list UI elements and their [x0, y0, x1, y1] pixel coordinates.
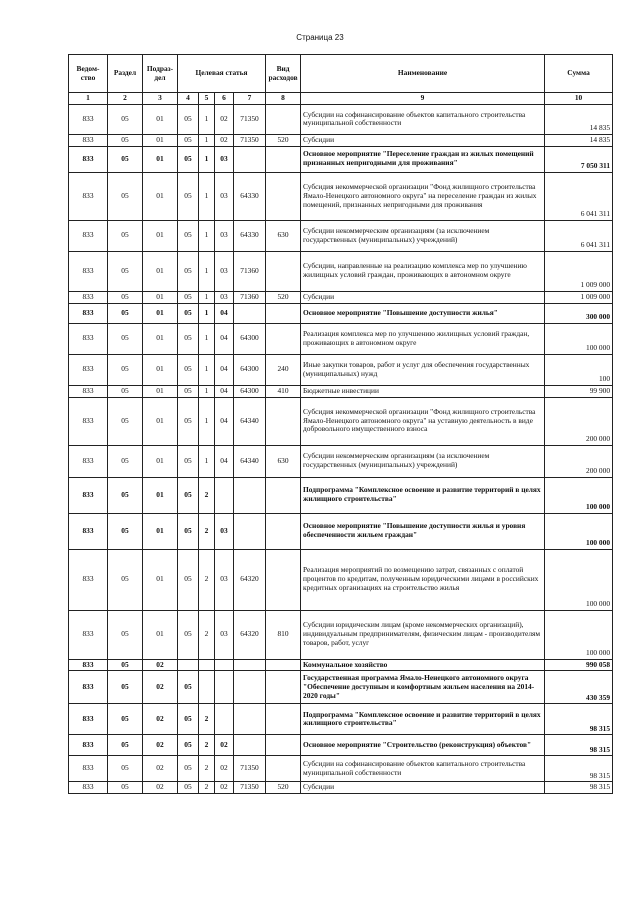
summa-cell: 200 000 [545, 445, 613, 477]
celevaya-1-cell: 05 [178, 323, 199, 354]
celevaya-2-cell: 1 [199, 397, 215, 445]
podrazdel-cell: 01 [143, 445, 178, 477]
razdel-cell: 05 [108, 303, 143, 323]
celevaya-2-cell: 1 [199, 251, 215, 291]
table-row [69, 704, 613, 735]
celevaya-2-cell: 1 [199, 104, 215, 134]
celevaya-4-cell [234, 303, 266, 323]
celevaya-4-cell: 64330 [234, 220, 266, 251]
table-row [69, 659, 613, 671]
razdel-cell: 05 [108, 291, 143, 303]
celevaya-1-cell [178, 659, 199, 671]
celevaya-3-cell: 03 [215, 291, 234, 303]
celevaya-1-cell: 05 [178, 385, 199, 397]
vid-rashodov-cell [266, 756, 301, 782]
column-index-cell: 5 [199, 93, 215, 105]
podrazdel-cell: 02 [143, 704, 178, 735]
summa-cell: 1 009 000 [545, 251, 613, 291]
razdel-cell: 05 [108, 323, 143, 354]
podrazdel-cell: 02 [143, 756, 178, 782]
celevaya-2-cell: 1 [199, 354, 215, 385]
summa-cell: 98 315 [545, 782, 613, 794]
header-summa: Сумма [545, 55, 613, 93]
celevaya-2-cell: 1 [199, 323, 215, 354]
table-row [69, 291, 613, 303]
vid-rashodov-cell: 240 [266, 354, 301, 385]
vedomstvo-cell: 833 [69, 134, 108, 146]
celevaya-3-cell: 03 [215, 220, 234, 251]
podrazdel-cell: 01 [143, 513, 178, 549]
celevaya-1-cell: 05 [178, 303, 199, 323]
celevaya-2-cell: 2 [199, 704, 215, 735]
celevaya-4-cell [234, 671, 266, 704]
celevaya-1-cell: 05 [178, 291, 199, 303]
vedomstvo-cell: 833 [69, 735, 108, 756]
razdel-cell: 05 [108, 445, 143, 477]
table-row [69, 397, 613, 445]
celevaya-4-cell: 64300 [234, 385, 266, 397]
naimenovanie-cell: Коммунальное хозяйство [301, 659, 545, 671]
razdel-cell: 05 [108, 549, 143, 610]
celevaya-3-cell: 02 [215, 735, 234, 756]
naimenovanie-cell: Субсидии на софинансирование объектов капитального строительства муниципальной собственности [301, 104, 545, 134]
celevaya-3-cell: 02 [215, 782, 234, 794]
naimenovanie-cell: Основное мероприятие "Строительство (реконструкция) объектов" [301, 735, 545, 756]
celevaya-1-cell: 05 [178, 704, 199, 735]
vid-rashodov-cell: 410 [266, 385, 301, 397]
vid-rashodov-cell [266, 303, 301, 323]
razdel-cell: 05 [108, 671, 143, 704]
table-row [69, 610, 613, 659]
razdel-cell: 05 [108, 659, 143, 671]
celevaya-4-cell: 64320 [234, 549, 266, 610]
podrazdel-cell: 01 [143, 385, 178, 397]
summa-cell: 200 000 [545, 397, 613, 445]
celevaya-4-cell: 71350 [234, 134, 266, 146]
table-row [69, 220, 613, 251]
summa-cell: 100 000 [545, 610, 613, 659]
celevaya-4-cell [234, 146, 266, 172]
vedomstvo-cell: 833 [69, 704, 108, 735]
celevaya-3-cell [215, 671, 234, 704]
summa-cell: 100 000 [545, 513, 613, 549]
celevaya-1-cell: 05 [178, 445, 199, 477]
vedomstvo-cell: 833 [69, 659, 108, 671]
celevaya-2-cell: 1 [199, 385, 215, 397]
razdel-cell: 05 [108, 610, 143, 659]
celevaya-3-cell: 03 [215, 549, 234, 610]
table-row [69, 735, 613, 756]
celevaya-4-cell: 64330 [234, 172, 266, 220]
celevaya-2-cell: 1 [199, 291, 215, 303]
summa-cell: 100 [545, 354, 613, 385]
celevaya-2-cell: 2 [199, 477, 215, 513]
razdel-cell: 05 [108, 385, 143, 397]
naimenovanie-cell: Субсидия некоммерческой организации "Фонд жилищного строительства Ямало-Ненецкого автономного округа" на переселение граждан из жилых помещений, признанных непригодными для проживания [301, 172, 545, 220]
summa-cell: 14 835 [545, 104, 613, 134]
podrazdel-cell: 01 [143, 251, 178, 291]
table-row [69, 549, 613, 610]
naimenovanie-cell: Подпрограмма "Комплексное освоение и развитие территорий в целях жилищного строительства" [301, 477, 545, 513]
vid-rashodov-cell [266, 146, 301, 172]
razdel-cell: 05 [108, 477, 143, 513]
celevaya-2-cell: 1 [199, 445, 215, 477]
naimenovanie-cell: Государственная программа Ямало-Ненецкого автономного округа "Обеспечение доступным и комфортным жильем населения на 2014-2020 годы" [301, 671, 545, 704]
column-index-cell: 8 [266, 93, 301, 105]
table-row [69, 477, 613, 513]
celevaya-1-cell: 05 [178, 104, 199, 134]
podrazdel-cell: 01 [143, 477, 178, 513]
celevaya-3-cell [215, 477, 234, 513]
vid-rashodov-cell: 520 [266, 134, 301, 146]
naimenovanie-cell: Реализация комплекса мер по улучшению жилищных условий граждан, проживающих в автономном округе [301, 323, 545, 354]
vid-rashodov-cell: 630 [266, 445, 301, 477]
razdel-cell: 05 [108, 756, 143, 782]
celevaya-2-cell: 2 [199, 735, 215, 756]
vid-rashodov-cell: 520 [266, 291, 301, 303]
vid-rashodov-cell [266, 735, 301, 756]
celevaya-2-cell: 2 [199, 549, 215, 610]
celevaya-2-cell: 2 [199, 756, 215, 782]
vedomstvo-cell: 833 [69, 397, 108, 445]
vid-rashodov-cell [266, 397, 301, 445]
celevaya-4-cell: 71350 [234, 756, 266, 782]
header-celevaya-statya: Целевая статья [178, 55, 266, 93]
vedomstvo-cell: 833 [69, 146, 108, 172]
vedomstvo-cell: 833 [69, 610, 108, 659]
celevaya-3-cell: 04 [215, 354, 234, 385]
celevaya-3-cell: 03 [215, 513, 234, 549]
podrazdel-cell: 01 [143, 146, 178, 172]
naimenovanie-cell: Иные закупки товаров, работ и услуг для обеспечения государственных (муниципальных) нужд [301, 354, 545, 385]
summa-cell: 6 041 311 [545, 172, 613, 220]
naimenovanie-cell: Субсидии некоммерческим организациям (за исключением государственных (муниципальных) учреждений) [301, 445, 545, 477]
table-body [69, 93, 613, 794]
razdel-cell: 05 [108, 397, 143, 445]
summa-cell: 98 315 [545, 756, 613, 782]
summa-cell: 100 000 [545, 323, 613, 354]
celevaya-2-cell: 2 [199, 782, 215, 794]
celevaya-1-cell: 05 [178, 735, 199, 756]
vedomstvo-cell: 833 [69, 477, 108, 513]
summa-cell: 100 000 [545, 477, 613, 513]
naimenovanie-cell: Основное мероприятие "Повышение доступности жилья" [301, 303, 545, 323]
budget-table [68, 54, 613, 794]
celevaya-4-cell [234, 735, 266, 756]
vid-rashodov-cell: 520 [266, 782, 301, 794]
header-razdel: Раздел [108, 55, 143, 93]
column-index-cell: 2 [108, 93, 143, 105]
vedomstvo-cell: 833 [69, 513, 108, 549]
razdel-cell: 05 [108, 220, 143, 251]
celevaya-2-cell: 1 [199, 172, 215, 220]
celevaya-4-cell [234, 659, 266, 671]
celevaya-2-cell [199, 671, 215, 704]
vedomstvo-cell: 833 [69, 354, 108, 385]
celevaya-1-cell: 05 [178, 397, 199, 445]
podrazdel-cell: 02 [143, 671, 178, 704]
razdel-cell: 05 [108, 134, 143, 146]
summa-cell: 7 050 311 [545, 146, 613, 172]
naimenovanie-cell: Субсидии некоммерческим организациям (за исключением государственных (муниципальных) учреждений) [301, 220, 545, 251]
podrazdel-cell: 01 [143, 220, 178, 251]
celevaya-3-cell: 04 [215, 385, 234, 397]
celevaya-3-cell [215, 704, 234, 735]
vedomstvo-cell: 833 [69, 385, 108, 397]
celevaya-4-cell: 71350 [234, 104, 266, 134]
celevaya-3-cell: 04 [215, 397, 234, 445]
vedomstvo-cell: 833 [69, 291, 108, 303]
celevaya-1-cell: 05 [178, 146, 199, 172]
podrazdel-cell: 01 [143, 397, 178, 445]
header-naimenovanie: Наименование [301, 55, 545, 93]
celevaya-1-cell: 05 [178, 610, 199, 659]
celevaya-3-cell: 03 [215, 146, 234, 172]
razdel-cell: 05 [108, 172, 143, 220]
celevaya-4-cell: 71360 [234, 291, 266, 303]
celevaya-1-cell: 05 [178, 220, 199, 251]
razdel-cell: 05 [108, 354, 143, 385]
header-podrazdel: Подраз-дел [143, 55, 178, 93]
podrazdel-cell: 01 [143, 549, 178, 610]
celevaya-4-cell: 64340 [234, 397, 266, 445]
table-row [69, 756, 613, 782]
celevaya-1-cell: 05 [178, 671, 199, 704]
column-index-row [69, 93, 613, 105]
celevaya-3-cell: 03 [215, 251, 234, 291]
naimenovanie-cell: Субсидии [301, 782, 545, 794]
razdel-cell: 05 [108, 735, 143, 756]
vedomstvo-cell: 833 [69, 782, 108, 794]
razdel-cell: 05 [108, 704, 143, 735]
vid-rashodov-cell [266, 104, 301, 134]
celevaya-3-cell: 02 [215, 756, 234, 782]
summa-cell: 100 000 [545, 549, 613, 610]
celevaya-4-cell [234, 704, 266, 735]
column-index-cell: 3 [143, 93, 178, 105]
table-row [69, 782, 613, 794]
celevaya-2-cell: 1 [199, 146, 215, 172]
celevaya-1-cell: 05 [178, 513, 199, 549]
vid-rashodov-cell: 810 [266, 610, 301, 659]
vedomstvo-cell: 833 [69, 445, 108, 477]
table-row [69, 671, 613, 704]
razdel-cell: 05 [108, 146, 143, 172]
celevaya-1-cell: 05 [178, 782, 199, 794]
vid-rashodov-cell [266, 549, 301, 610]
celevaya-3-cell [215, 659, 234, 671]
vid-rashodov-cell: 630 [266, 220, 301, 251]
table-row [69, 354, 613, 385]
celevaya-2-cell: 2 [199, 513, 215, 549]
table-row [69, 303, 613, 323]
vid-rashodov-cell [266, 513, 301, 549]
summa-cell: 14 835 [545, 134, 613, 146]
podrazdel-cell: 01 [143, 303, 178, 323]
celevaya-3-cell: 03 [215, 610, 234, 659]
column-index-cell: 7 [234, 93, 266, 105]
vid-rashodov-cell [266, 659, 301, 671]
table-row [69, 134, 613, 146]
summa-cell: 300 000 [545, 303, 613, 323]
podrazdel-cell: 01 [143, 610, 178, 659]
celevaya-4-cell [234, 477, 266, 513]
naimenovanie-cell: Субсидии юридическим лицам (кроме некоммерческих организаций), индивидуальным предпринимателям, физическим лицам - производителям товаров, работ, услуг [301, 610, 545, 659]
naimenovanie-cell: Субсидии на софинансирование объектов капитального строительства муниципальной собственности [301, 756, 545, 782]
summa-cell: 98 315 [545, 735, 613, 756]
celevaya-4-cell [234, 513, 266, 549]
column-index-cell: 6 [215, 93, 234, 105]
column-index-cell: 1 [69, 93, 108, 105]
vedomstvo-cell: 833 [69, 671, 108, 704]
table-row [69, 513, 613, 549]
summa-cell: 99 900 [545, 385, 613, 397]
celevaya-2-cell: 1 [199, 134, 215, 146]
celevaya-4-cell: 64300 [234, 323, 266, 354]
celevaya-3-cell: 02 [215, 134, 234, 146]
vedomstvo-cell: 833 [69, 172, 108, 220]
naimenovanie-cell: Подпрограмма "Комплексное освоение и развитие территорий в целях жилищного строительства" [301, 704, 545, 735]
razdel-cell: 05 [108, 513, 143, 549]
column-index-cell: 9 [301, 93, 545, 105]
celevaya-3-cell: 02 [215, 104, 234, 134]
naimenovanie-cell: Субсидии, направленные на реализацию комплекса мер по улучшению жилищных условий граждан, проживающих в автономном округе [301, 251, 545, 291]
vedomstvo-cell: 833 [69, 251, 108, 291]
vedomstvo-cell: 833 [69, 323, 108, 354]
summa-cell: 1 009 000 [545, 291, 613, 303]
razdel-cell: 05 [108, 782, 143, 794]
celevaya-1-cell: 05 [178, 134, 199, 146]
celevaya-2-cell [199, 659, 215, 671]
header-vedomstvo: Ведом-ство [69, 55, 108, 93]
vedomstvo-cell: 833 [69, 303, 108, 323]
podrazdel-cell: 01 [143, 104, 178, 134]
table-row [69, 104, 613, 134]
vid-rashodov-cell [266, 251, 301, 291]
table-row [69, 146, 613, 172]
naimenovanie-cell: Бюджетные инвестиции [301, 385, 545, 397]
podrazdel-cell: 02 [143, 782, 178, 794]
table-row [69, 323, 613, 354]
podrazdel-cell: 01 [143, 323, 178, 354]
column-index-cell: 4 [178, 93, 199, 105]
summa-cell: 98 315 [545, 704, 613, 735]
table-row [69, 385, 613, 397]
table-row [69, 172, 613, 220]
celevaya-3-cell: 04 [215, 303, 234, 323]
celevaya-1-cell: 05 [178, 477, 199, 513]
header-vid-rashodov: Вид расходов [266, 55, 301, 93]
podrazdel-cell: 01 [143, 291, 178, 303]
naimenovanie-cell: Реализация мероприятий по возмещению затрат, связанных с оплатой процентов по кредитам, полученным юридическими лицами в российских кредитных организациях на строительство жилья [301, 549, 545, 610]
naimenovanie-cell: Субсидия некоммерческой организации "Фонд жилищного строительства Ямало-Ненецкого автономного округа" на уставную деятельность в виде добровольного имущественного взноса [301, 397, 545, 445]
razdel-cell: 05 [108, 251, 143, 291]
vedomstvo-cell: 833 [69, 104, 108, 134]
celevaya-1-cell: 05 [178, 354, 199, 385]
table-row [69, 445, 613, 477]
razdel-cell: 05 [108, 104, 143, 134]
column-index-cell: 10 [545, 93, 613, 105]
celevaya-1-cell: 05 [178, 549, 199, 610]
celevaya-3-cell: 04 [215, 323, 234, 354]
podrazdel-cell: 02 [143, 735, 178, 756]
podrazdel-cell: 01 [143, 134, 178, 146]
celevaya-2-cell: 1 [199, 303, 215, 323]
celevaya-2-cell: 2 [199, 610, 215, 659]
celevaya-4-cell: 64320 [234, 610, 266, 659]
vid-rashodov-cell [266, 323, 301, 354]
naimenovanie-cell: Субсидии [301, 291, 545, 303]
celevaya-3-cell: 04 [215, 445, 234, 477]
page-label: Страница 23 [296, 33, 344, 42]
naimenovanie-cell: Основное мероприятие "Повышение доступности жилья и уровня обеспеченности жильем граждан" [301, 513, 545, 549]
celevaya-4-cell: 71350 [234, 782, 266, 794]
table-row [69, 251, 613, 291]
vedomstvo-cell: 833 [69, 756, 108, 782]
celevaya-2-cell: 1 [199, 220, 215, 251]
vid-rashodov-cell [266, 172, 301, 220]
vid-rashodov-cell [266, 704, 301, 735]
celevaya-1-cell: 05 [178, 172, 199, 220]
vedomstvo-cell: 833 [69, 220, 108, 251]
vid-rashodov-cell [266, 671, 301, 704]
celevaya-4-cell: 64340 [234, 445, 266, 477]
vedomstvo-cell: 833 [69, 549, 108, 610]
celevaya-4-cell: 71360 [234, 251, 266, 291]
summa-cell: 430 359 [545, 671, 613, 704]
celevaya-1-cell: 05 [178, 251, 199, 291]
naimenovanie-cell: Основное мероприятие "Переселение граждан из жилых помещений признанных непригодными для проживания" [301, 146, 545, 172]
celevaya-4-cell: 64300 [234, 354, 266, 385]
podrazdel-cell: 01 [143, 354, 178, 385]
celevaya-1-cell: 05 [178, 756, 199, 782]
vid-rashodov-cell [266, 477, 301, 513]
summa-cell: 990 058 [545, 659, 613, 671]
podrazdel-cell: 01 [143, 172, 178, 220]
podrazdel-cell: 02 [143, 659, 178, 671]
naimenovanie-cell: Субсидии [301, 134, 545, 146]
summa-cell: 6 041 311 [545, 220, 613, 251]
celevaya-3-cell: 03 [215, 172, 234, 220]
